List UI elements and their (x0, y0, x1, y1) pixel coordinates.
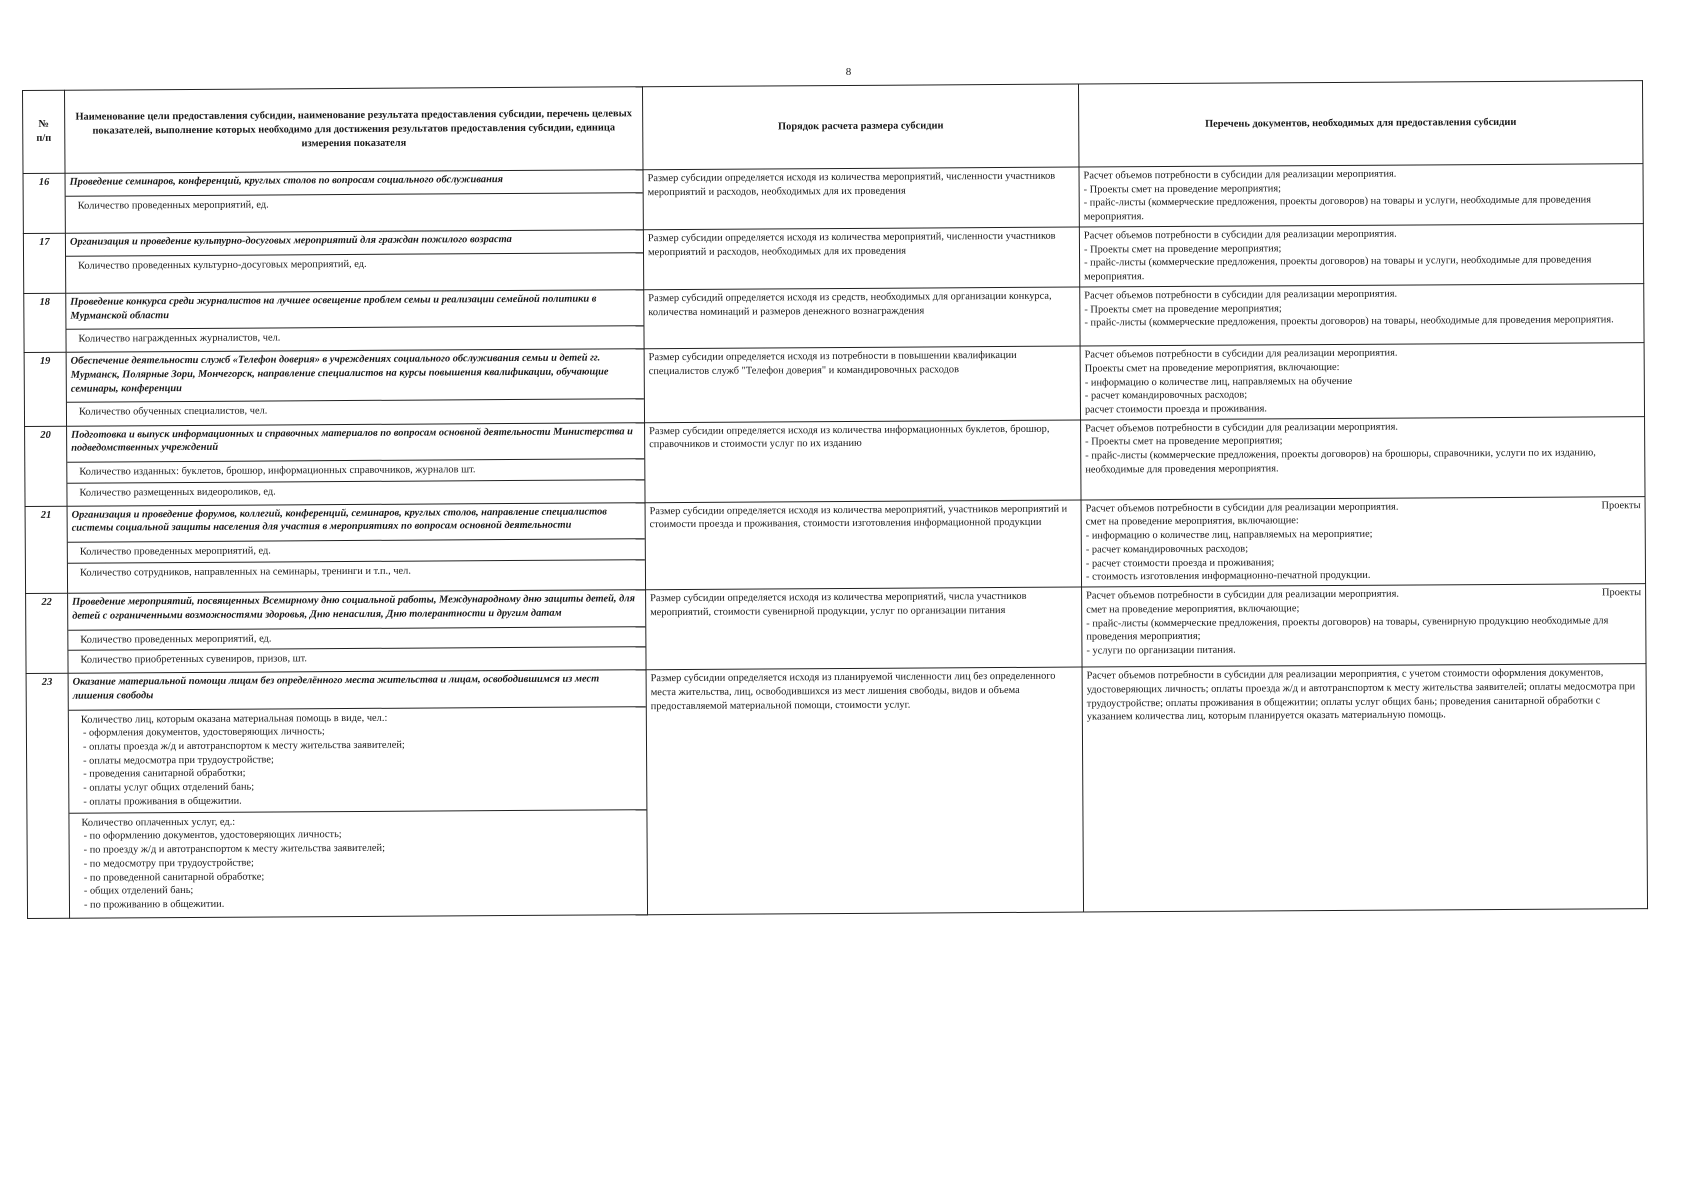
table-row (23, 224, 1643, 294)
documents-line: смет на проведение мероприятия, включающие; (1086, 603, 1300, 616)
documents-line: - стоимость изготовления информационно-печатной продукции. (1085, 570, 1371, 583)
indicator-sub-item: - по оформлению документов, удостоверяющих личность; (83, 829, 342, 843)
documents-cell (1082, 664, 1647, 912)
goal-title: Организация и проведение форумов, коллегий, конференций, семинаров, круглых столов, направление специалистов системы социальной защиты населения для участия в мероприятиях по вопросам основной деятельности (71, 506, 607, 535)
documents-line: Расчет объемов потребности в субсидии для реализации мероприятия. (1084, 288, 1398, 302)
documents-line: смет на проведение мероприятия, включающие: (1085, 515, 1299, 528)
documents-line: - Проекты смет на проведение мероприятия; (1084, 302, 1282, 316)
calculation-cell: Размер субсидии определяется исходя из количества мероприятий, численности участников мероприятий и расходов, необходимых для их проведения (643, 167, 1079, 230)
table-row (24, 343, 1644, 427)
subsidy-table (22, 80, 1648, 919)
goal-cell (66, 349, 644, 426)
goal-title: Подготовка и выпуск информационных и справочных материалов по вопросам основной деятельности Министерства и подведомственных учреждений (71, 426, 633, 455)
indicator-sub-item: - по проведенной санитарной обработке; (83, 871, 265, 884)
header-goal: Наименование цели предоставления субсидии, наименование результата предоставления субсидии, перечень целевых показателей, выполнение которых необходимо для достижения результатов предоставления субсидии, единица измерения показателя (65, 87, 643, 174)
documents-cell (1081, 416, 1645, 499)
indicator (69, 809, 647, 916)
calculation-cell: Размер субсидии определяется исходя из количества информационных буклетов, брошюр, справочников и стоимости услуг по их изданию (645, 420, 1081, 503)
documents-line: - прайс-листы (коммерческие предложения, проекты договоров) на товары, необходимые для проведения мероприятия. (1084, 314, 1614, 329)
documents-cell (1082, 584, 1646, 667)
row-number: 21 (25, 506, 68, 594)
header-calc: Порядок расчета размера субсидии (642, 84, 1078, 170)
documents-line: - информацию о количестве лиц, направляемых на обучение (1084, 375, 1353, 389)
row-number: 22 (26, 593, 68, 673)
indicator (66, 326, 643, 350)
documents-line: Расчет объемов потребности в субсидии для реализации мероприятия, с учетом стоимости оформления документов, удостоверяющих личность; оплаты проезда ж/д и автотранспортом к месту жительства заявителей; оплаты медосмотра при трудоустройстве; оплаты проживания в общежитии; оплаты услуг общих бань; проведения санитарной обработки с указанием количества лиц, которым планируется оказать материальную помощь. (1086, 667, 1636, 723)
page-number: 8 (845, 66, 852, 78)
row-number: 20 (25, 426, 67, 506)
header-num: № п/п (23, 90, 66, 173)
documents-line: - информацию о количестве лиц, направляемых на мероприятие; (1085, 528, 1373, 542)
calculation-cell: Размер субсидий определяется исходя из средств, необходимых для организации конкурса, количества номинаций и размеров денежного вознаграждения (644, 287, 1080, 349)
goal-cell (67, 422, 645, 505)
documents-line-head: Расчет объемов потребности в субсидии для реализации мероприятия. (1085, 501, 1399, 515)
calculation-cell: Размер субсидии определяется исходя из потребности в повышении квалификации специалистов служб "Телефон доверия" и командировочных расходов (644, 346, 1080, 422)
table-row (26, 664, 1647, 919)
goal-title: Оказание материальной помощи лицам без определённого места жительства и лицам, освободившимся из мест лишения свободы (72, 673, 600, 702)
documents-line: - прайс-листы (коммерческие предложения, проекты договоров) на товары, сувенирную продукцию необходимые для проведения мероприятия; (1086, 614, 1609, 643)
goal-cell (68, 670, 647, 918)
table-header-row (23, 81, 1643, 174)
table-row (24, 283, 1644, 352)
indicator (67, 479, 644, 503)
indicator-label: Количество сотрудников, направленных на семинары, тренинги и т.п., чел. (79, 565, 411, 579)
indicator-sub-item: - по проживанию в общежитии. (83, 898, 225, 911)
header-docs: Перечень документов, необходимых для предоставления субсидии (1078, 81, 1642, 167)
indicator (68, 646, 645, 670)
documents-line-tail: Проекты (1601, 499, 1641, 512)
table-row (25, 496, 1646, 593)
documents-line: Расчет объемов потребности в субсидии для реализации мероприятия. (1084, 347, 1398, 361)
goal-cell (66, 290, 644, 353)
row-number: 23 (26, 673, 69, 918)
table-row (26, 584, 1646, 674)
goal-title: Проведение мероприятий, посвященных Всемирному дню социальной работы, Международному дню защиты детей, для детей с ограниченными возможностями здоровья, Дню ненасилия, Дню толерантности и другим датам (72, 593, 635, 622)
documents-line: - прайс-листы (коммерческие предложения, проекты договоров) на товары и услуги, необходимые для проведения мероприятия. (1084, 254, 1592, 283)
documents-line: - Проекты смет на проведение мероприятия; (1083, 183, 1282, 196)
documents-line: Расчет объемов потребности в субсидии для реализации мероприятия. (1085, 421, 1398, 435)
indicator-sub-item: - по проезду ж/д и автотранспортом к месту жительства заявителей; (83, 842, 385, 856)
documents-line: Проекты смет на проведение мероприятия, включающие: (1084, 361, 1340, 375)
calculation-cell: Размер субсидии определяется исходя из количества мероприятий, числа участников мероприятий, стоимости сувенирной продукции, услуг по организации питания (646, 587, 1082, 670)
indicator-label: Количество оплаченных услуг, ед.: (81, 816, 236, 829)
indicator-label: Количество обученных специалистов, чел. (78, 405, 268, 418)
documents-line: - расчет командировочных расходов; (1085, 543, 1249, 556)
documents-line: - расчет командировочных расходов; (1084, 389, 1248, 402)
indicator (69, 706, 647, 813)
documents-line: - расчет стоимости проезда и проживания; (1085, 556, 1275, 570)
documents-cell (1079, 224, 1643, 287)
indicator-sub-item: - оплаты услуг общих отделений бань; (83, 781, 255, 794)
goal-cell (65, 230, 643, 293)
documents-line: - Проекты смет на проведение мероприятия; (1085, 435, 1283, 448)
indicator-label: Количество проведенных мероприятий, ед. (79, 545, 271, 558)
documents-cell (1080, 283, 1644, 346)
indicator-label: Количество награжденных журналистов, чел. (78, 332, 281, 346)
indicator-label: Количество приобретенных сувениров, призов, шт. (80, 653, 308, 666)
calculation-cell: Размер субсидии определяется исходя из планируемой численности лиц без определенного места жительства, лиц, освободившихся из мест лишения свободы, видов и объема предоставляемой материальной помощи, стоимости услуг. (646, 667, 1083, 914)
goal-title: Проведение конкурса среди журналистов на лучшее освещение проблем семьи и реализации семейной политики в Мурманской области (70, 293, 597, 322)
documents-line: расчет стоимости проезда и проживания. (1084, 403, 1268, 416)
indicator (68, 559, 645, 583)
documents-cell (1079, 164, 1643, 227)
row-number: 19 (24, 352, 66, 426)
indicator-sub-item: - оплаты медосмотра при трудоустройстве; (83, 754, 274, 767)
indicator-sub-item: - оплаты проезда ж/д и автотранспортом к месту жительства заявителей; (82, 739, 405, 753)
indicator-sub-item: - по медосмотру при трудоустройстве; (83, 857, 254, 870)
row-number: 17 (23, 233, 65, 293)
documents-line: - Проекты смет на проведение мероприятия; (1083, 242, 1282, 256)
indicator (66, 192, 643, 216)
indicator-label: Количество проведенных культурно-досуговых мероприятий, ед. (78, 258, 367, 272)
documents-line: - услуги по организации питания. (1086, 644, 1236, 657)
goal-cell (68, 590, 646, 673)
documents-line: - прайс-листы (коммерческие предложения, проекты договоров) на брошюры, справочники, услуги по их изданию, необходимые для проведения мероприятия. (1085, 447, 1596, 476)
documents-line: Расчет объемов потребности в субсидии для реализации мероприятия. (1083, 168, 1397, 182)
documents-cell (1081, 496, 1646, 587)
indicator-sub-item: - оплаты проживания в общежитии. (83, 795, 242, 808)
table-row (23, 164, 1643, 234)
goal-title: Организация и проведение культурно-досуговых мероприятий для граждан пожилого возраста (69, 233, 512, 248)
goal-title: Обеспечение деятельности служб «Телефон доверия» в учреждениях социального обслуживания семьи и детей гг. Мурманск, Полярные Зори, Мончегорск, направление специалистов на курсы повышения квалификации, обучающие семинары, конференции (70, 352, 609, 395)
goal-cell (67, 502, 646, 593)
calculation-cell: Размер субсидии определяется исходя из количества мероприятий, численности участников мероприятий и расходов, необходимых для их проведения (643, 227, 1079, 290)
indicator-sub-item: - проведения санитарной обработки; (83, 768, 246, 781)
goal-title: Проведение семинаров, конференций, круглых столов по вопросам социального обслуживания (69, 174, 504, 188)
indicator-label: Количество проведенных мероприятий, ед. (77, 199, 269, 212)
indicator-label: Количество размещенных видеороликов, ед. (79, 486, 276, 499)
documents-line: Расчет объемов потребности в субсидии для реализации мероприятия. (1083, 228, 1397, 242)
row-number: 16 (23, 173, 65, 233)
row-number: 18 (24, 293, 66, 352)
documents-line-head: Расчет объемов потребности в субсидии для реализации мероприятия. (1086, 588, 1399, 602)
indicator-sub-item: - общих отделений бань; (83, 885, 194, 897)
indicator-label: Количество изданных: буклетов, брошюр, информационных справочников, журналов шт. (79, 464, 476, 478)
table-body (23, 164, 1648, 919)
documents-line-tail: Проекты (1601, 587, 1642, 599)
indicator-label: Количество лиц, которым оказана материальная помощь в виде, чел.: (80, 712, 388, 726)
documents-line: - прайс-листы (коммерческие предложения, проекты договоров) на товары и услуги, необходимые для проведения мероприятия. (1083, 194, 1592, 223)
calculation-cell: Размер субсидии определяется исходя из количества мероприятий, участников мероприятий и стоимости проезда и проживания, стоимости изготовления информационной продукции (645, 500, 1082, 590)
indicator-label: Количество проведенных мероприятий, ед. (80, 633, 272, 646)
documents-cell (1080, 343, 1644, 420)
table-row (25, 416, 1645, 506)
indicator (66, 252, 643, 276)
indicator (67, 398, 644, 422)
goal-cell (65, 170, 643, 233)
indicator-sub-item: - оформления документов, удостоверяющих личность; (82, 726, 325, 739)
